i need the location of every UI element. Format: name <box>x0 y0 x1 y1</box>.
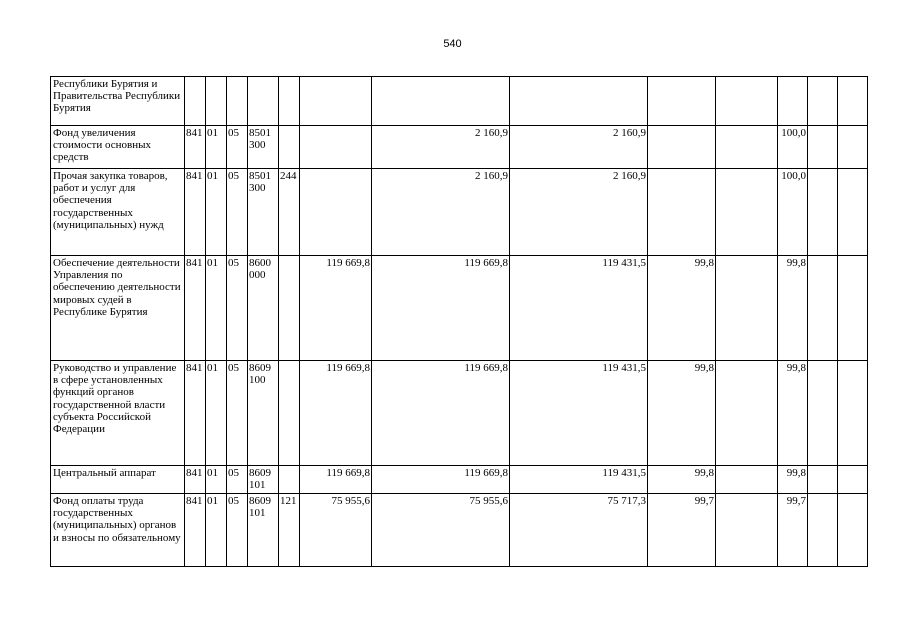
table-row <box>51 256 868 361</box>
expense-type-code <box>279 361 300 466</box>
value-approved-budget: 2 160,9 <box>372 126 510 169</box>
target-code <box>248 77 279 126</box>
percent-of-law <box>648 169 716 256</box>
value-executed: 119 431,5 <box>510 361 648 466</box>
percent-of-budget: 99,8 <box>778 256 808 361</box>
percent-of-budget: 99,8 <box>778 361 808 466</box>
value-approved-budget <box>372 77 510 126</box>
target-code: 8609 101 <box>248 494 279 567</box>
percent-of-budget: 99,8 <box>778 466 808 494</box>
empty-cell <box>808 494 838 567</box>
empty-cell <box>716 77 778 126</box>
percent-of-law: 99,8 <box>648 256 716 361</box>
value-approved-budget: 119 669,8 <box>372 466 510 494</box>
empty-cell <box>808 77 838 126</box>
admin-code: 841 <box>185 361 206 466</box>
target-code: 8501 300 <box>248 169 279 256</box>
subsection-code: 05 <box>227 494 248 567</box>
table-row <box>51 361 868 466</box>
value-approved-law: 75 955,6 <box>300 494 372 567</box>
value-approved-budget: 2 160,9 <box>372 169 510 256</box>
row-name: Обеспечение деятельности Управления по обеспечению деятельности мировых судей в Республике Бурятия <box>51 256 185 361</box>
value-approved-budget: 119 669,8 <box>372 361 510 466</box>
table-body <box>51 77 868 567</box>
table-row <box>51 77 868 126</box>
section-code: 01 <box>206 361 227 466</box>
value-executed: 2 160,9 <box>510 169 648 256</box>
empty-cell <box>838 256 868 361</box>
subsection-code <box>227 77 248 126</box>
empty-cell <box>808 361 838 466</box>
subsection-code: 05 <box>227 466 248 494</box>
value-approved-law <box>300 169 372 256</box>
row-name: Прочая закупка товаров, работ и услуг для обеспечения государственных (муниципальных) нужд <box>51 169 185 256</box>
admin-code <box>185 77 206 126</box>
row-name: Руководство и управление в сфере установленных функций органов государственной власти субъекта Российской Федерации <box>51 361 185 466</box>
empty-cell <box>808 466 838 494</box>
percent-of-budget: 99,7 <box>778 494 808 567</box>
empty-cell <box>716 126 778 169</box>
subsection-code: 05 <box>227 126 248 169</box>
table-row <box>51 169 868 256</box>
empty-cell <box>808 169 838 256</box>
percent-of-law: 99,7 <box>648 494 716 567</box>
admin-code: 841 <box>185 169 206 256</box>
value-approved-law: 119 669,8 <box>300 466 372 494</box>
percent-of-law <box>648 126 716 169</box>
expense-type-code <box>279 126 300 169</box>
empty-cell <box>838 466 868 494</box>
expense-type-code: 121 <box>279 494 300 567</box>
percent-of-budget <box>778 77 808 126</box>
value-approved-budget: 75 955,6 <box>372 494 510 567</box>
value-executed: 119 431,5 <box>510 466 648 494</box>
empty-cell <box>716 169 778 256</box>
expense-type-code <box>279 77 300 126</box>
target-code: 8600 000 <box>248 256 279 361</box>
admin-code: 841 <box>185 256 206 361</box>
row-name: Центральный аппарат <box>51 466 185 494</box>
subsection-code: 05 <box>227 256 248 361</box>
value-approved-law <box>300 126 372 169</box>
empty-cell <box>838 361 868 466</box>
empty-cell <box>716 494 778 567</box>
table-row <box>51 494 868 567</box>
table-row <box>51 126 868 169</box>
value-executed: 2 160,9 <box>510 126 648 169</box>
empty-cell <box>838 494 868 567</box>
empty-cell <box>716 361 778 466</box>
empty-cell <box>808 126 838 169</box>
percent-of-law: 99,8 <box>648 466 716 494</box>
empty-cell <box>838 126 868 169</box>
subsection-code: 05 <box>227 361 248 466</box>
percent-of-law <box>648 77 716 126</box>
row-name: Фонд оплаты труда государственных (муниципальных) органов и взносы по обязательному <box>51 494 185 567</box>
value-executed <box>510 77 648 126</box>
empty-cell <box>838 77 868 126</box>
percent-of-budget: 100,0 <box>778 126 808 169</box>
section-code <box>206 77 227 126</box>
subsection-code: 05 <box>227 169 248 256</box>
target-code: 8609 101 <box>248 466 279 494</box>
admin-code: 841 <box>185 494 206 567</box>
section-code: 01 <box>206 126 227 169</box>
page-number: 540 <box>443 38 462 50</box>
value-approved-law: 119 669,8 <box>300 361 372 466</box>
empty-cell <box>716 466 778 494</box>
target-code: 8609 100 <box>248 361 279 466</box>
table-row <box>51 466 868 494</box>
row-name: Фонд увеличения стоимости основных средств <box>51 126 185 169</box>
admin-code: 841 <box>185 466 206 494</box>
expense-type-code <box>279 256 300 361</box>
section-code: 01 <box>206 494 227 567</box>
section-code: 01 <box>206 169 227 256</box>
row-name: Республики Бурятия и Правительства Республики Бурятия <box>51 77 185 126</box>
value-approved-law <box>300 77 372 126</box>
target-code: 8501 300 <box>248 126 279 169</box>
percent-of-law: 99,8 <box>648 361 716 466</box>
admin-code: 841 <box>185 126 206 169</box>
value-approved-budget: 119 669,8 <box>372 256 510 361</box>
section-code: 01 <box>206 256 227 361</box>
value-executed: 75 717,3 <box>510 494 648 567</box>
empty-cell <box>716 256 778 361</box>
section-code: 01 <box>206 466 227 494</box>
expense-type-code: 244 <box>279 169 300 256</box>
empty-cell <box>838 169 868 256</box>
empty-cell <box>808 256 838 361</box>
percent-of-budget: 100,0 <box>778 169 808 256</box>
expense-type-code <box>279 466 300 494</box>
value-executed: 119 431,5 <box>510 256 648 361</box>
budget-table <box>50 76 868 567</box>
value-approved-law: 119 669,8 <box>300 256 372 361</box>
